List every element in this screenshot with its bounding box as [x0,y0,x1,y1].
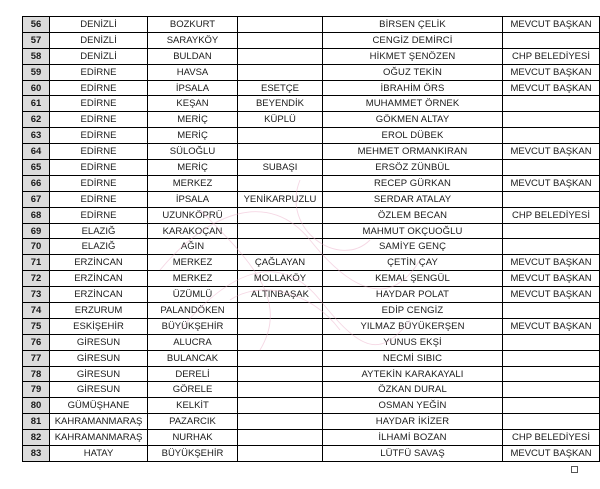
candidate-name-cell: NECMİ SIBIC [323,350,503,366]
table-row [23,350,600,366]
district-cell: PALANDÖKEN [148,303,238,319]
province-cell: GÜMÜŞHANE [50,398,148,414]
row-number: 57 [23,32,50,48]
row-number: 60 [23,80,50,96]
candidate-name-cell: YUNUS EKŞİ [323,334,503,350]
row-number: 75 [23,318,50,334]
candidate-name-cell: RECEP GÜRKAN [323,175,503,191]
status-cell [503,239,600,255]
status-cell: MEVCUT BAŞKAN [503,80,600,96]
table-row [23,239,600,255]
candidate-name-cell: SAMİYE GENÇ [323,239,503,255]
town-cell [238,350,323,366]
candidate-list-sheet [22,16,600,462]
province-cell: EDİRNE [50,128,148,144]
candidate-name-cell: SERDAR ATALAY [323,191,503,207]
town-cell [238,430,323,446]
status-cell: MEVCUT BAŞKAN [503,446,600,462]
row-number: 78 [23,366,50,382]
province-cell: EDİRNE [50,80,148,96]
district-cell: BOZKURT [148,17,238,33]
candidate-name-cell: ÇETİN ÇAY [323,255,503,271]
district-cell: BÜYÜKŞEHİR [148,446,238,462]
district-cell: HAVSA [148,64,238,80]
town-cell [238,48,323,64]
town-cell [238,128,323,144]
status-cell [503,96,600,112]
row-number: 79 [23,382,50,398]
town-cell: ÇAĞLAYAN [238,255,323,271]
candidate-name-cell: ÖZLEM BECAN [323,207,503,223]
row-number: 71 [23,255,50,271]
candidate-name-cell: LÜTFÜ SAVAŞ [323,446,503,462]
row-number: 58 [23,48,50,64]
candidate-name-cell: MAHMUT OKÇUOĞLU [323,223,503,239]
row-number: 74 [23,303,50,319]
candidate-name-cell: HİKMET ŞENÖZEN [323,48,503,64]
province-cell: KAHRAMANMARAŞ [50,414,148,430]
status-cell [503,334,600,350]
row-number: 67 [23,191,50,207]
district-cell: MERKEZ [148,175,238,191]
district-cell: SARAYKÖY [148,32,238,48]
status-cell: MEVCUT BAŞKAN [503,287,600,303]
province-cell: DENİZLİ [50,32,148,48]
town-cell [238,446,323,462]
town-cell [238,398,323,414]
table-row [23,398,600,414]
district-cell: KELKİT [148,398,238,414]
district-cell: AĞIN [148,239,238,255]
table-row [23,160,600,176]
row-number: 61 [23,96,50,112]
town-cell [238,17,323,33]
table-row [23,191,600,207]
candidate-name-cell: OĞUZ TEKİN [323,64,503,80]
row-number: 73 [23,287,50,303]
row-number: 66 [23,175,50,191]
district-cell: MERKEZ [148,271,238,287]
status-cell [503,160,600,176]
province-cell: KAHRAMANMARAŞ [50,430,148,446]
row-number: 64 [23,144,50,160]
table-row [23,430,600,446]
town-cell [238,223,323,239]
district-cell: NURHAK [148,430,238,446]
table-row [23,414,600,430]
district-cell: BÜYÜKŞEHİR [148,318,238,334]
province-cell: EDİRNE [50,144,148,160]
status-cell: CHP BELEDİYESİ [503,207,600,223]
table-row [23,287,600,303]
status-cell: CHP BELEDİYESİ [503,430,600,446]
status-cell [503,382,600,398]
district-cell: UZUNKÖPRÜ [148,207,238,223]
district-cell: İPSALA [148,191,238,207]
status-cell: MEVCUT BAŞKAN [503,144,600,160]
row-number: 63 [23,128,50,144]
table-row [23,175,600,191]
town-cell: KÜPLÜ [238,112,323,128]
status-cell [503,398,600,414]
province-cell: ERZİNCAN [50,287,148,303]
table-row [23,366,600,382]
candidate-name-cell: HAYDAR İKİZER [323,414,503,430]
status-cell: MEVCUT BAŞKAN [503,17,600,33]
district-cell: DERELİ [148,366,238,382]
province-cell: GİRESUN [50,334,148,350]
row-number: 56 [23,17,50,33]
town-cell: BEYENDİK [238,96,323,112]
province-cell: ERZURUM [50,303,148,319]
row-number: 80 [23,398,50,414]
status-cell [503,303,600,319]
table-row [23,223,600,239]
province-cell: EDİRNE [50,191,148,207]
candidate-name-cell: YILMAZ BÜYÜKERŞEN [323,318,503,334]
province-cell: EDİRNE [50,160,148,176]
province-cell: GİRESUN [50,382,148,398]
province-cell: HATAY [50,446,148,462]
status-cell: CHP BELEDİYESİ [503,48,600,64]
row-number: 82 [23,430,50,446]
province-cell: DENİZLİ [50,17,148,33]
row-number: 62 [23,112,50,128]
district-cell: BULDAN [148,48,238,64]
province-cell: ERZİNCAN [50,255,148,271]
district-cell: ALUCRA [148,334,238,350]
status-cell [503,191,600,207]
row-number: 72 [23,271,50,287]
status-cell [503,366,600,382]
district-cell: KARAKOÇAN [148,223,238,239]
table-row [23,112,600,128]
status-cell: MEVCUT BAŞKAN [503,318,600,334]
status-cell: MEVCUT BAŞKAN [503,64,600,80]
table-row [23,207,600,223]
province-cell: DENİZLİ [50,48,148,64]
candidate-name-cell: EROL DÜBEK [323,128,503,144]
province-cell: ERZİNCAN [50,271,148,287]
district-cell: ÜZÜMLÜ [148,287,238,303]
row-number: 65 [23,160,50,176]
candidate-name-cell: HAYDAR POLAT [323,287,503,303]
status-cell [503,128,600,144]
candidate-name-cell: OSMAN YEĞİN [323,398,503,414]
town-cell [238,303,323,319]
district-cell: MERİÇ [148,112,238,128]
town-cell: ALTINBAŞAK [238,287,323,303]
candidate-name-cell: GÖKMEN ALTAY [323,112,503,128]
table-row [23,64,600,80]
province-cell: GİRESUN [50,350,148,366]
town-cell [238,334,323,350]
candidate-name-cell: AYTEKİN KARAKAYALI [323,366,503,382]
status-cell: MEVCUT BAŞKAN [503,271,600,287]
province-cell: EDİRNE [50,96,148,112]
table-row [23,48,600,64]
table-row [23,334,600,350]
table-row [23,318,600,334]
candidate-name-cell: MEHMET ORMANKIRAN [323,144,503,160]
district-cell: BULANCAK [148,350,238,366]
row-number: 69 [23,223,50,239]
province-cell: GİRESUN [50,366,148,382]
town-cell [238,239,323,255]
district-cell: İPSALA [148,80,238,96]
town-cell [238,207,323,223]
town-cell [238,382,323,398]
province-cell: EDİRNE [50,175,148,191]
town-cell [238,318,323,334]
status-cell: MEVCUT BAŞKAN [503,255,600,271]
row-number: 81 [23,414,50,430]
table-row [23,96,600,112]
district-cell: MERİÇ [148,128,238,144]
row-number: 77 [23,350,50,366]
table-row [23,32,600,48]
town-cell [238,64,323,80]
district-cell: GÖRELE [148,382,238,398]
province-cell: ESKİŞEHİR [50,318,148,334]
row-number: 70 [23,239,50,255]
row-number: 68 [23,207,50,223]
candidate-name-cell: ÖZKAN DURAL [323,382,503,398]
province-cell: EDİRNE [50,207,148,223]
district-cell: MERKEZ [148,255,238,271]
status-cell [503,112,600,128]
table-row [23,446,600,462]
town-cell: SUBAŞI [238,160,323,176]
candidate-name-cell: BİRSEN ÇELİK [323,17,503,33]
town-cell [238,144,323,160]
status-cell [503,350,600,366]
candidate-name-cell: CENGİZ DEMİRCİ [323,32,503,48]
town-cell [238,366,323,382]
town-cell: ESETÇE [238,80,323,96]
table-row [23,382,600,398]
table-row [23,255,600,271]
district-cell: MERİÇ [148,160,238,176]
status-cell [503,223,600,239]
candidate-name-cell: İBRAHİM ÖRS [323,80,503,96]
row-number: 76 [23,334,50,350]
table-row [23,128,600,144]
town-cell [238,414,323,430]
table-corner-mark [571,466,578,473]
town-cell [238,32,323,48]
town-cell: YENİKARPUZLU [238,191,323,207]
row-number: 83 [23,446,50,462]
province-cell: EDİRNE [50,64,148,80]
status-cell: MEVCUT BAŞKAN [503,175,600,191]
district-cell: PAZARCIK [148,414,238,430]
province-cell: EDİRNE [50,112,148,128]
town-cell: MOLLAKÖY [238,271,323,287]
town-cell [238,175,323,191]
table-row [23,303,600,319]
status-cell [503,32,600,48]
province-cell: ELAZIĞ [50,239,148,255]
table-row [23,271,600,287]
district-cell: KEŞAN [148,96,238,112]
status-cell [503,414,600,430]
candidate-table-body [23,17,600,462]
table-row [23,144,600,160]
table-row [23,80,600,96]
candidate-name-cell: İLHAMİ BOZAN [323,430,503,446]
district-cell: SÜLOĞLU [148,144,238,160]
row-number: 59 [23,64,50,80]
candidate-name-cell: MUHAMMET ÖRNEK [323,96,503,112]
province-cell: ELAZIĞ [50,223,148,239]
table-row [23,17,600,33]
candidate-name-cell: EDİP CENGİZ [323,303,503,319]
candidate-name-cell: KEMAL ŞENGÜL [323,271,503,287]
candidate-table [22,16,600,462]
candidate-name-cell: ERSÖZ ZÜNBÜL [323,160,503,176]
